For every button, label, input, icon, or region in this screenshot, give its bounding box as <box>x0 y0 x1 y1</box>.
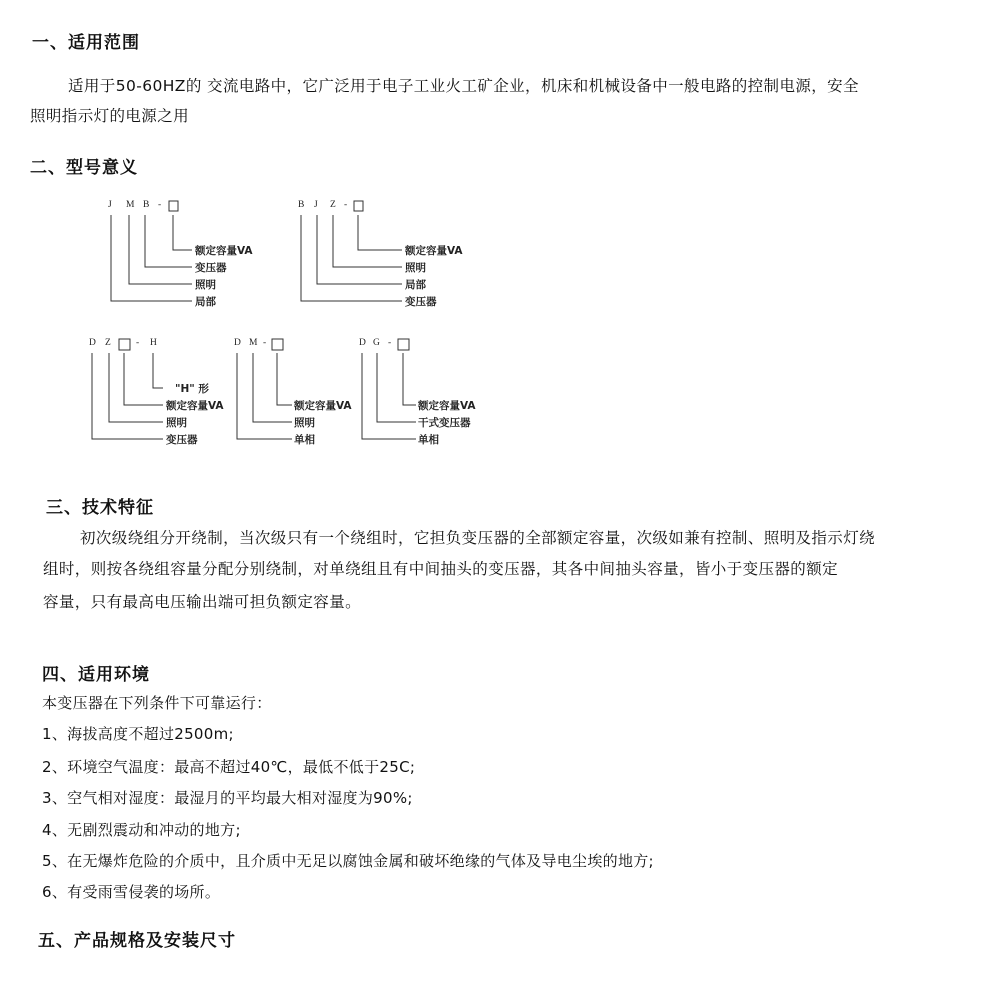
code-letter: - <box>158 200 162 210</box>
code-letter: M <box>249 338 258 348</box>
model-diagram-jmb <box>100 200 270 315</box>
label-rated-capacity: 额定容量VA <box>418 400 476 412</box>
label-rated-capacity: 额定容量VA <box>195 245 253 257</box>
section-1-title: 一、适用范围 <box>32 33 140 53</box>
label-rated-capacity: 额定容量VA <box>294 400 352 412</box>
code-letter: J <box>314 200 318 210</box>
label-single-phase: 单相 <box>418 434 439 446</box>
code-letter: - <box>388 338 392 348</box>
code-letter: M <box>126 200 135 210</box>
code-letter: - <box>344 200 348 210</box>
label-lighting: 照明 <box>405 262 426 274</box>
label-transformer: 变压器 <box>166 434 198 446</box>
label-rated-capacity: 额定容量VA <box>166 400 224 412</box>
code-letter: Z <box>330 200 336 210</box>
section-3-line-1: 初次级绕组分开绕制，当次级只有一个绕组时，它担负变压器的全部额定容量，次级如兼有控制、照明及指示灯绕 <box>80 529 876 547</box>
label-rated-capacity: 额定容量VA <box>405 245 463 257</box>
condition-item: 5、在无爆炸危险的介质中，且介质中无足以腐蚀金属和破坏绝缘的气体及导电尘埃的地方; <box>42 852 654 870</box>
section-4-intro: 本变压器在下列条件下可靠运行： <box>42 694 272 712</box>
code-letter: D <box>234 338 241 348</box>
label-lighting: 照明 <box>294 417 315 429</box>
condition-item: 1、海拔高度不超过2500m; <box>42 725 234 743</box>
model-diagram-dg <box>355 338 495 453</box>
code-letter: G <box>373 338 380 348</box>
label-dry-type-transformer: 干式变压器 <box>418 417 471 429</box>
code-letter: Z <box>105 338 111 348</box>
code-letter: - <box>263 338 267 348</box>
section-3-title: 三、技术特征 <box>46 498 154 518</box>
section-5-title: 五、产品规格及安装尺寸 <box>38 931 236 951</box>
code-letter: D <box>359 338 366 348</box>
code-letter: J <box>108 200 112 210</box>
label-local: 局部 <box>195 296 216 308</box>
label-lighting: 照明 <box>195 279 216 291</box>
label-h-shape: "H" 形 <box>175 383 209 395</box>
model-diagram-dm <box>231 338 361 453</box>
condition-item: 6、有受雨雪侵袭的场所。 <box>42 883 221 901</box>
section-3-line-2: 组时，则按各绕组容量分配分别绕制，对单绕组且有中间抽头的变压器，其各中间抽头容量，皆小于变压器的额定 <box>43 560 839 578</box>
section-1-line-2: 照明指示灯的电源之用 <box>30 107 190 125</box>
code-letter: B <box>143 200 150 210</box>
code-letter: H <box>150 338 157 348</box>
label-local: 局部 <box>405 279 426 291</box>
label-transformer: 变压器 <box>405 296 437 308</box>
condition-item: 4、无剧烈震动和冲动的地方; <box>42 821 241 839</box>
code-letter: B <box>298 200 305 210</box>
section-2-title: 二、型号意义 <box>30 158 138 178</box>
section-4-title: 四、适用环境 <box>42 665 150 685</box>
section-3-line-3: 容量，只有最高电压输出端可担负额定容量。 <box>43 593 362 611</box>
diagram-lines <box>85 338 245 453</box>
model-diagram-dzh <box>85 338 245 453</box>
label-lighting: 照明 <box>166 417 187 429</box>
label-transformer: 变压器 <box>195 262 227 274</box>
code-letter: - <box>136 338 140 348</box>
label-single-phase: 单相 <box>294 434 315 446</box>
condition-item: 3、空气相对湿度：最湿月的平均最大相对湿度为90%; <box>42 789 413 807</box>
code-letter: D <box>89 338 96 348</box>
model-diagram-bjz <box>292 200 472 315</box>
section-1-line-1: 适用于50-60HZ的 交流电路中，它广泛用于电子工业火工矿企业，机床和机械设备中一般电路的控制电源，安全 <box>68 77 859 95</box>
condition-item: 2、环境空气温度：最高不超过40℃，最低不低于25C; <box>42 758 416 776</box>
